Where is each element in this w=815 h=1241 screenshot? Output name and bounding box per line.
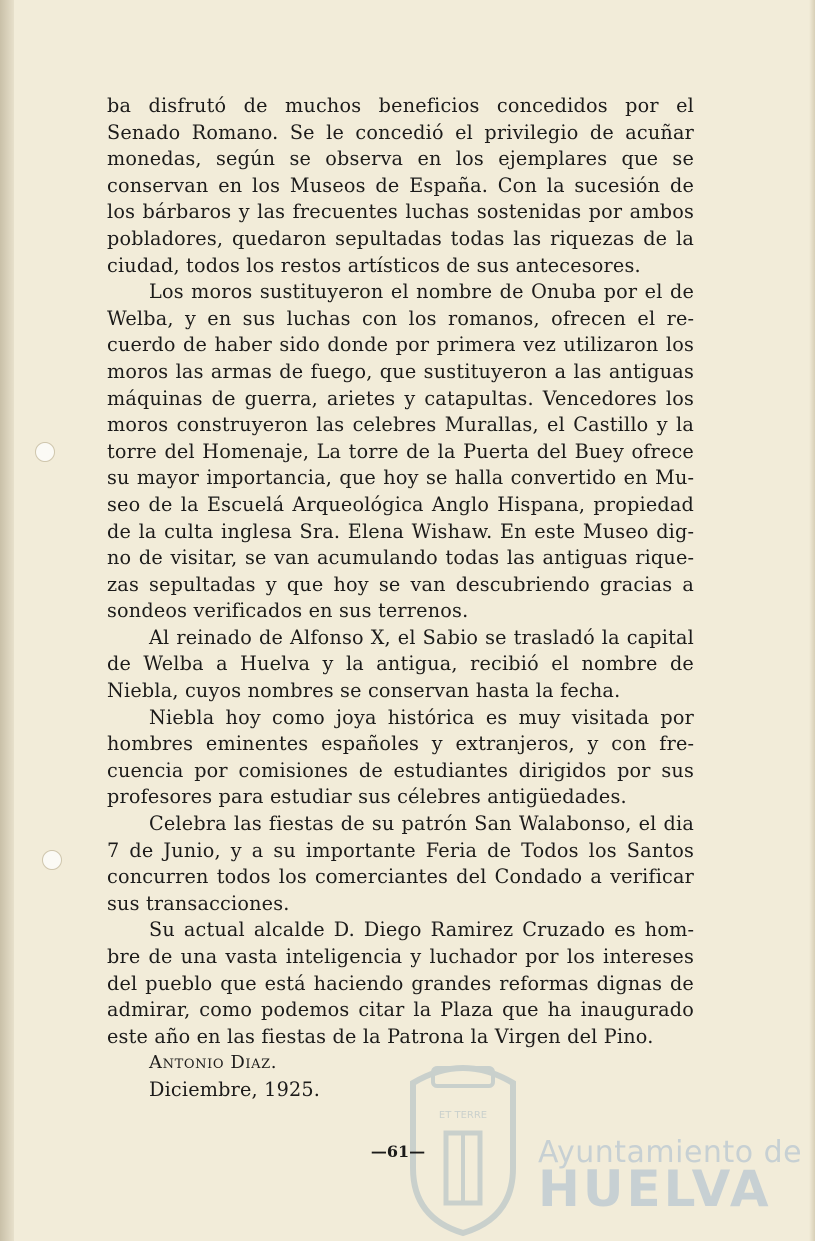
paragraph-1: ba disfrutó de muchos beneficios concedidos por el Senado Romano. Se le concedió el privilegio de acuñar monedas, según se observa en los ejemplares que se conservan en los Museos de España. Con la sucesión de los bárbaros y las frecuentes luchas sostenidas por ambos pobladores, quedaron sepultadas todas las riquezas de la ciudad, todos los restos artísticos de sus antecesores.	[107, 94, 694, 277]
punch-hole-bottom	[42, 850, 62, 870]
paragraph-4: Niebla hoy como joya histórica es muy visitada por hombres eminentes españoles y extranjeros, y con frecuencia por comisiones de estudiantes dirigidos por sus profesores para estudiar sus célebres antigüedades.	[107, 705, 694, 809]
watermark-line-2: HUELVA	[538, 1160, 772, 1218]
page-binding-edge	[0, 0, 14, 1241]
paragraph-2: Los moros sustituyeron el nombre de Onuba por el de Welba, y en sus luchas con los romanos, ofrecen el recuerdo de haber sido donde por primera vez utilizaron los moros las armas de fuego, que sustituyeron a las antiguas máquinas de guerra, arietes y catapultas. Vencedores los moros construyeron las celebres Murallas, el Castillo y la torre del Homenaje, La torre de la Puerta del Buey ofrece su mayor importancia, que hoy se halla convertido en Museo de la Escuelá Arqueológica Anglo Hispana, propiedad de la culta inglesa Sra. Elena Wishaw. En este Museo digno de visitar, se van acumulando todas las antiguas riquezas sepultadas y que hoy se van descubriendo gracias a sondeos verificados en sus terrenos.	[107, 280, 694, 623]
page-number: —61—	[370, 1142, 426, 1161]
punch-hole-top	[35, 442, 55, 462]
dateline: Diciembre, 1925.	[149, 1077, 321, 1101]
paragraph-6: Su actual alcalde D. Diego Ramirez Cruzado es hombre de una vasta inteligencia y luchador por los intereses del pueblo que está haciendo grandes reformas dignas de admirar, como podemos citar la Plaza que ha inaugurado este año en las fiestas de la Patrona la Virgen del Pino.	[107, 918, 694, 1048]
page-right-edge	[809, 0, 815, 1241]
author-signature: Antonio Diaz.	[149, 1052, 278, 1074]
watermark-seal-text: ET TERRE	[438, 1110, 488, 1121]
paragraph-5: Celebra las fiestas de su patrón San Walabonso, el dia 7 de Junio, y a su importante Feria de Todos los Santos concurren todos los comerciantes del Condado a verificar sus transacciones.	[107, 812, 694, 915]
watermark-line-1: Ayuntamiento de	[538, 1135, 803, 1170]
paragraph-3: Al reinado de Alfonso X, el Sabio se trasladó la capital de Welba a Huelva y la antigua, recibió el nombre de Niebla, cuyos nombres se conservan hasta la fecha.	[107, 625, 694, 703]
body-text	[107, 93, 694, 1104]
